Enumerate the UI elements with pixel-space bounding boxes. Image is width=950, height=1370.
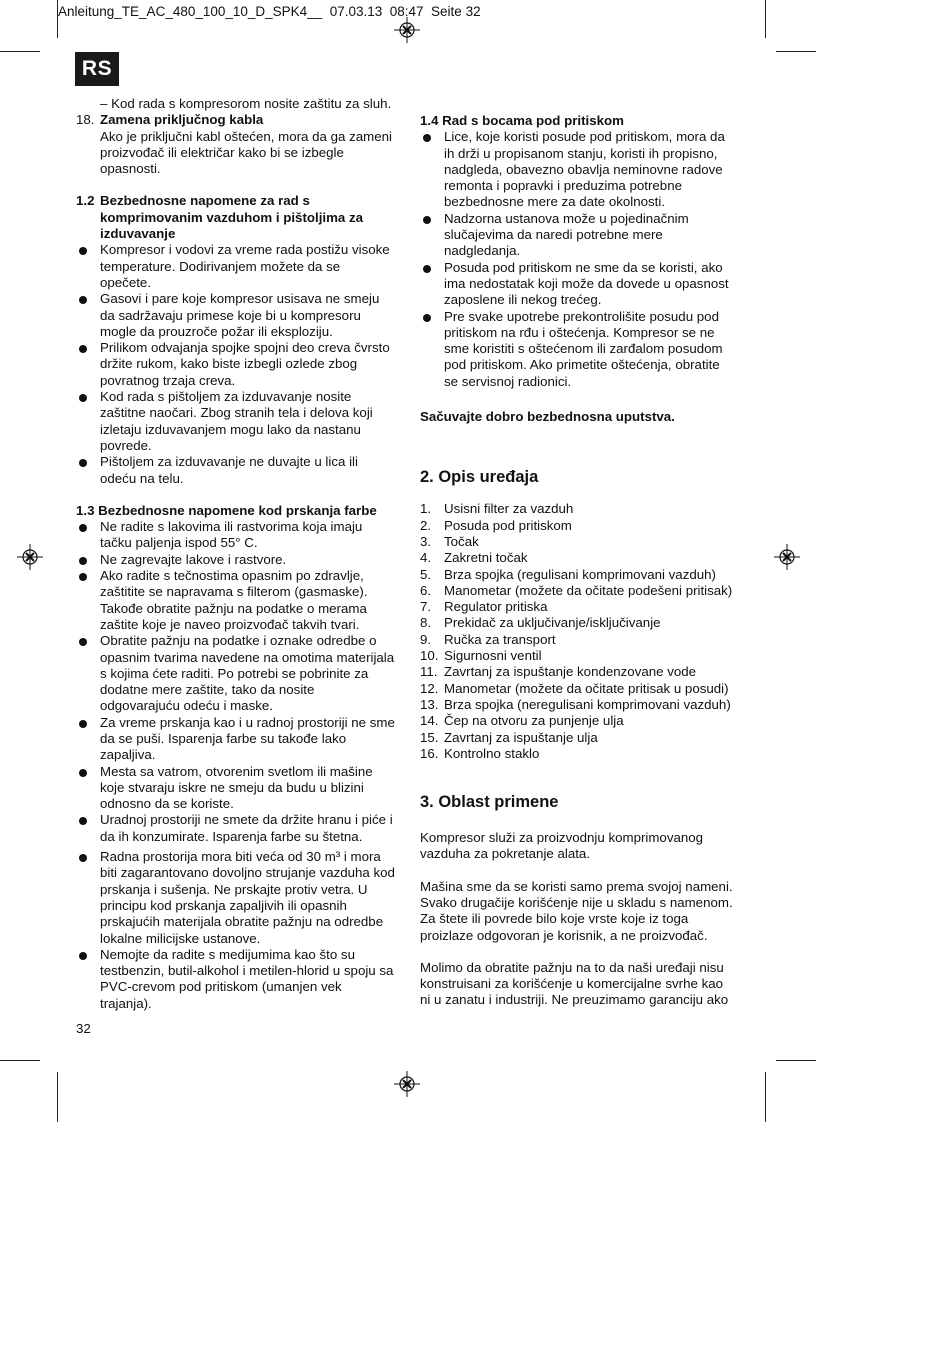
list-item <box>420 599 745 615</box>
text-line: Svako drugačije korišćenje nije u skladu s namenom. <box>420 894 733 910</box>
text-line: povrede. <box>100 437 152 453</box>
bullet-item <box>76 568 401 633</box>
list-number: 13. <box>420 696 439 712</box>
bullet-icon <box>423 314 431 322</box>
text-line: zaštitite se napravama s filterom (gasmaske). <box>100 584 368 600</box>
text-line: ni u zanatu i industriji. Ne preuzimamo garanciju ako <box>420 992 729 1008</box>
list-item <box>420 518 745 534</box>
list-number: 7. <box>420 599 432 615</box>
text-line: proizlaze odgovoran je korisnik, a ne proizvođač. <box>420 927 708 943</box>
list-item <box>420 746 745 762</box>
bullet-icon <box>79 952 87 960</box>
print-header: Anleitung_TE_AC_480_100_10_D_SPK4__ 07.03.13 08:47 Seite 32 <box>58 4 481 19</box>
bullet-item <box>76 633 401 714</box>
text-line: Ne radite s lakovima ili rastvorima koja imaju <box>100 519 363 535</box>
list-item <box>420 550 745 566</box>
list-item <box>420 615 745 631</box>
list-item <box>420 632 745 648</box>
list-number: 16. <box>420 745 439 761</box>
heading-line: Bezbednosne napomene za rad s <box>100 193 310 209</box>
text-line: Za vreme prskanja kao i u radnoj prostoriji ne sme <box>100 714 395 730</box>
bullet-icon <box>79 573 87 581</box>
bullet-item <box>76 812 401 845</box>
list-number: 11. <box>420 664 438 680</box>
text-line: opasnosti. <box>100 161 161 177</box>
text-line: prskanja i sušenja. Ne prskajte protiv vetra. U <box>100 881 368 897</box>
list-number: 6. <box>420 582 432 598</box>
text-line: zaštite koje je naveo proizvođač takvih tvari. <box>100 616 360 632</box>
list-item <box>420 730 745 746</box>
text-line: lokalne milicijske ustanove. <box>100 930 261 946</box>
list-number: 2. <box>420 517 432 533</box>
bullet-icon <box>423 265 431 273</box>
left-column <box>76 96 401 1012</box>
parts-list <box>420 501 745 762</box>
text-line: da ih konzumirate. Isparenja farbe su štetna. <box>100 828 363 844</box>
list-number: 14. <box>420 713 439 729</box>
text-line: nadgledanja. <box>444 243 521 259</box>
bullet-item <box>420 211 745 260</box>
bullet-item <box>76 715 401 764</box>
text-line: Pre svake upotrebe prekontrolišite posudu pod <box>444 308 719 324</box>
list-text: Usisni filter za vazduh <box>444 501 574 517</box>
bullet-item <box>76 340 401 389</box>
page-number: 32 <box>76 1021 91 1036</box>
text-line: Obratite pažnju na podatke i oznake odredbe o <box>100 633 377 649</box>
paragraph <box>420 879 745 944</box>
text-line: Uradnoj prostoriji ne smete da držite hranu i piće i <box>100 812 393 828</box>
section-heading-2: 2. Opis uređaja <box>420 468 539 487</box>
crop-mark <box>765 0 766 38</box>
text-line: s kojima ćete raditi. Po potrebi se pobrinite za <box>100 665 369 681</box>
bullet-icon <box>423 134 431 142</box>
text-line: prskajućih materijala obratite pažnju na odredbe <box>100 914 384 930</box>
item-number: 18. <box>76 112 95 128</box>
section-heading-3: 3. Oblast primene <box>420 793 559 812</box>
list-text: Čep na otvoru za punjenje ulja <box>444 713 624 729</box>
bullet-item <box>76 454 401 487</box>
crop-mark <box>57 0 58 38</box>
bullet-icon <box>79 817 87 825</box>
text-line: ima nedostatak koji može da dovede u opasnost <box>444 275 729 291</box>
text-line: Nadzorna ustanova može u pojedinačnim <box>444 210 689 226</box>
list-item <box>420 583 745 599</box>
text-line: vazduha za pokretanje alata. <box>420 846 591 862</box>
list-text: Manometar (možete da očitate podešeni pritisak) <box>444 582 733 598</box>
list-text: Brza spojka (regulisani komprimovani vazduh) <box>444 566 716 582</box>
list-number: 1. <box>420 501 432 517</box>
text-line: sme koristiti s oštećenom ili zarđalom posudom <box>444 341 723 357</box>
language-badge: RS <box>75 52 119 86</box>
text-line: Ako radite s tečnostima opasnim po zdravlje, <box>100 568 364 584</box>
list-number: 15. <box>420 729 439 745</box>
text-line: držite rukom, kako biste izbegli ozlede zbog <box>100 356 358 372</box>
text-line: zapaljiva. <box>100 747 156 763</box>
text-line: mogle da prouzroče požar ili eksploziju. <box>100 323 333 339</box>
list-item <box>420 567 745 583</box>
text-line: Lice, koje koristi posude pod pritiskom, mora da <box>444 129 725 145</box>
bullet-icon <box>79 769 87 777</box>
list-item <box>420 534 745 550</box>
list-text: Kontrolno staklo <box>444 745 540 761</box>
text-line: opečete. <box>100 274 152 290</box>
text-line: Ne zagrevajte lakove i rastvore. <box>100 551 287 567</box>
text-line: konstruisani za korišćenje u komercijalne svrhe kao <box>420 976 724 992</box>
bullet-item <box>76 242 401 291</box>
bullet-icon <box>79 524 87 532</box>
bullet-icon <box>79 459 87 467</box>
list-item <box>420 648 745 664</box>
crop-mark <box>776 1060 816 1061</box>
item-18 <box>76 112 401 177</box>
text-line: Mašina sme da se koristi samo prema svojoj nameni. <box>420 878 733 894</box>
list-text: Sigurnosni ventil <box>444 648 542 664</box>
text-line: odnosno da se koriste. <box>100 796 234 812</box>
text-line: remonta i popravki i preduzima potrebne <box>444 178 682 194</box>
list-item <box>420 681 745 697</box>
crop-mark <box>765 1072 766 1122</box>
text-line: Kompresor i vodovi za vreme rada postižu visoke <box>100 242 390 258</box>
text-line: biti zagarantovano dovoljno strujanje vazduha kod <box>100 865 395 881</box>
heading-line: izduvavanje <box>100 226 176 242</box>
text-line: da sadržavaju primese koje bi u kompresoru <box>100 307 361 323</box>
list-number: 4. <box>420 550 432 566</box>
section-heading-1-2 <box>76 193 401 242</box>
text-line: izletaju izduvavanjem mogu lako da nastanu <box>100 421 361 437</box>
bullet-icon <box>79 247 87 255</box>
text-line: Radna prostorija mora biti veća od 30 m³ i mora <box>100 849 381 865</box>
text-line: se servisnoj radionici. <box>444 373 572 389</box>
text-line: Za štete ili povrede bilo koje vrste koje iz toga <box>420 911 689 927</box>
text-line: trajanja). <box>100 995 152 1011</box>
text-line: da se puši. Isparenja farbe su takođe lako <box>100 730 347 746</box>
text-line: Ako je priključni kabl oštećen, mora da ga zameni <box>100 128 392 144</box>
text-line: testbenzin, butil-alkohol i metilen-hlorid u spoju sa <box>100 963 394 979</box>
bullet-item <box>76 947 401 1012</box>
text-line: dodatne mere zaštite, tako da nosite <box>100 682 315 698</box>
text-line: Kompresor služi za proizvodnju komprimovanog <box>420 830 704 846</box>
crop-mark <box>0 1060 40 1061</box>
registration-mark-icon <box>394 1071 420 1097</box>
list-text: Ručka za transport <box>444 631 556 647</box>
text-line: temperature. Dodirivanjem možete da se <box>100 258 341 274</box>
text-line: Gasovi i pare koje kompresor usisava ne smeju <box>100 291 380 307</box>
list-number: 8. <box>420 615 432 631</box>
text-line: slučajevima da naredi potrebne mere <box>444 227 663 243</box>
text-line: Pištoljem za izduvavanje ne duvajte u lica ili <box>100 454 358 470</box>
text-line: Mesta sa vatrom, otvorenim svetlom ili mašine <box>100 763 373 779</box>
bullet-item <box>76 552 401 568</box>
bullet-item <box>420 309 745 390</box>
bullet-item <box>76 389 401 454</box>
crop-mark <box>0 51 40 52</box>
list-item <box>420 664 745 680</box>
list-text: Regulator pritiska <box>444 599 548 615</box>
list-text: Prekidač za uključivanje/isključivanje <box>444 615 661 631</box>
list-number: 9. <box>420 631 432 647</box>
text-line: Prilikom odvajanja spojke spojni deo creva čvrsto <box>100 340 390 356</box>
crop-mark <box>776 51 816 52</box>
text-line: odgovarajuću odeću i maske. <box>100 698 273 714</box>
text-line: odeću na telu. <box>100 470 184 486</box>
list-text: Posuda pod pritiskom <box>444 517 572 533</box>
list-number: 5. <box>420 566 432 582</box>
paragraph <box>420 960 745 1009</box>
bullet-item <box>420 129 745 210</box>
text-line: tačku paljenja ispod 55° C. <box>100 535 258 551</box>
bullet-item <box>76 291 401 340</box>
registration-mark-icon <box>774 544 800 570</box>
bullet-item <box>76 849 401 947</box>
bullet-icon <box>79 557 87 565</box>
bullet-icon <box>79 638 87 646</box>
text-line: zaštitne naočari. Zbog stranih tela i delova koji <box>100 405 373 421</box>
section-number: 1.2 <box>76 193 95 209</box>
registration-mark-icon <box>17 544 43 570</box>
text-line: pod pritiskom. Ako primetite oštećenja, obratite <box>444 357 720 373</box>
text-line: Nemojte da radite s medijumima kao što su <box>100 946 355 962</box>
bullet-item <box>76 519 401 552</box>
text-line: Takođe obratite pažnju na podatke o merama <box>100 600 367 616</box>
list-item <box>420 501 745 517</box>
list-text: Zavrtanj za ispuštanje kondenzovane vode <box>444 664 697 680</box>
list-text: Zavrtanj za ispuštanje ulja <box>444 729 598 745</box>
section-heading-1-3: 1.3 Bezbednosne napomene kod prskanja farbe <box>76 502 377 518</box>
bullet-icon <box>79 296 87 304</box>
bullet-icon <box>79 720 87 728</box>
text-line: Kod rada s pištoljem za izduvavanje nosite <box>100 389 352 405</box>
item-title: Zamena priključnog kabla <box>100 112 264 128</box>
text-line: Posuda pod pritiskom ne sme da se koristi, ako <box>444 259 723 275</box>
text-line: bezbednosne mere za date okolnosti. <box>444 194 666 210</box>
right-column <box>420 113 745 1009</box>
text-line: pritiskom na rđu i oštećenja. Kompresor se ne <box>444 324 715 340</box>
text-line: opasnim tvarima navedene na omotima materijala <box>100 649 395 665</box>
text-line: zaposlene ili nekog trećeg. <box>444 292 602 308</box>
section-heading-1-4: 1.4 Rad s bocama pod pritiskom <box>420 113 624 128</box>
bullet-item <box>76 764 401 813</box>
text-line: Molimo da obratite pažnju na to da naši uređaji nisu <box>420 959 724 975</box>
heading-line: komprimovanim vazduhom i pištoljima za <box>100 209 364 225</box>
text-line: PVC-crevom pod pritiskom (umanjen vek <box>100 979 342 995</box>
list-text: Brza spojka (neregulisani komprimovani vazduh) <box>444 696 731 712</box>
list-item <box>420 697 745 713</box>
bullet-item <box>420 260 745 309</box>
keep-instructions-note: Sačuvajte dobro bezbednosna uputstva. <box>420 409 675 425</box>
text-line: povratnog trzaja creva. <box>100 372 236 388</box>
text-line: ih drži u propisanom stanju, koristi ih propisno, <box>444 145 718 161</box>
bullet-icon <box>79 854 87 862</box>
registration-mark-icon <box>394 17 420 43</box>
bullet-icon <box>79 345 87 353</box>
text-line: koje stvaraju iskre ne smeju da budu u blizini <box>100 779 364 795</box>
list-text: Manometar (možete da očitate pritisak u posudi) <box>444 680 729 696</box>
paragraph <box>420 830 745 863</box>
crop-mark <box>57 1072 58 1122</box>
list-number: 10. <box>420 648 439 664</box>
list-number: 3. <box>420 533 432 549</box>
list-text: Točak <box>444 533 479 549</box>
list-number: 12. <box>420 680 439 696</box>
list-item <box>420 713 745 729</box>
list-text: Zakretni točak <box>444 550 528 566</box>
bullet-icon <box>423 216 431 224</box>
text-line: proizvođač ili električar kako bi se izbegle <box>100 144 344 160</box>
text-line: nadgleda, obavezno obavlja neminovne radove <box>444 161 723 177</box>
text-line: principu kod prskanja zapaljivih ili opasnih <box>100 897 347 913</box>
bullet-icon <box>79 394 87 402</box>
hearing-protection-note: – Kod rada s kompresorom nosite zaštitu za sluh. <box>100 96 392 111</box>
